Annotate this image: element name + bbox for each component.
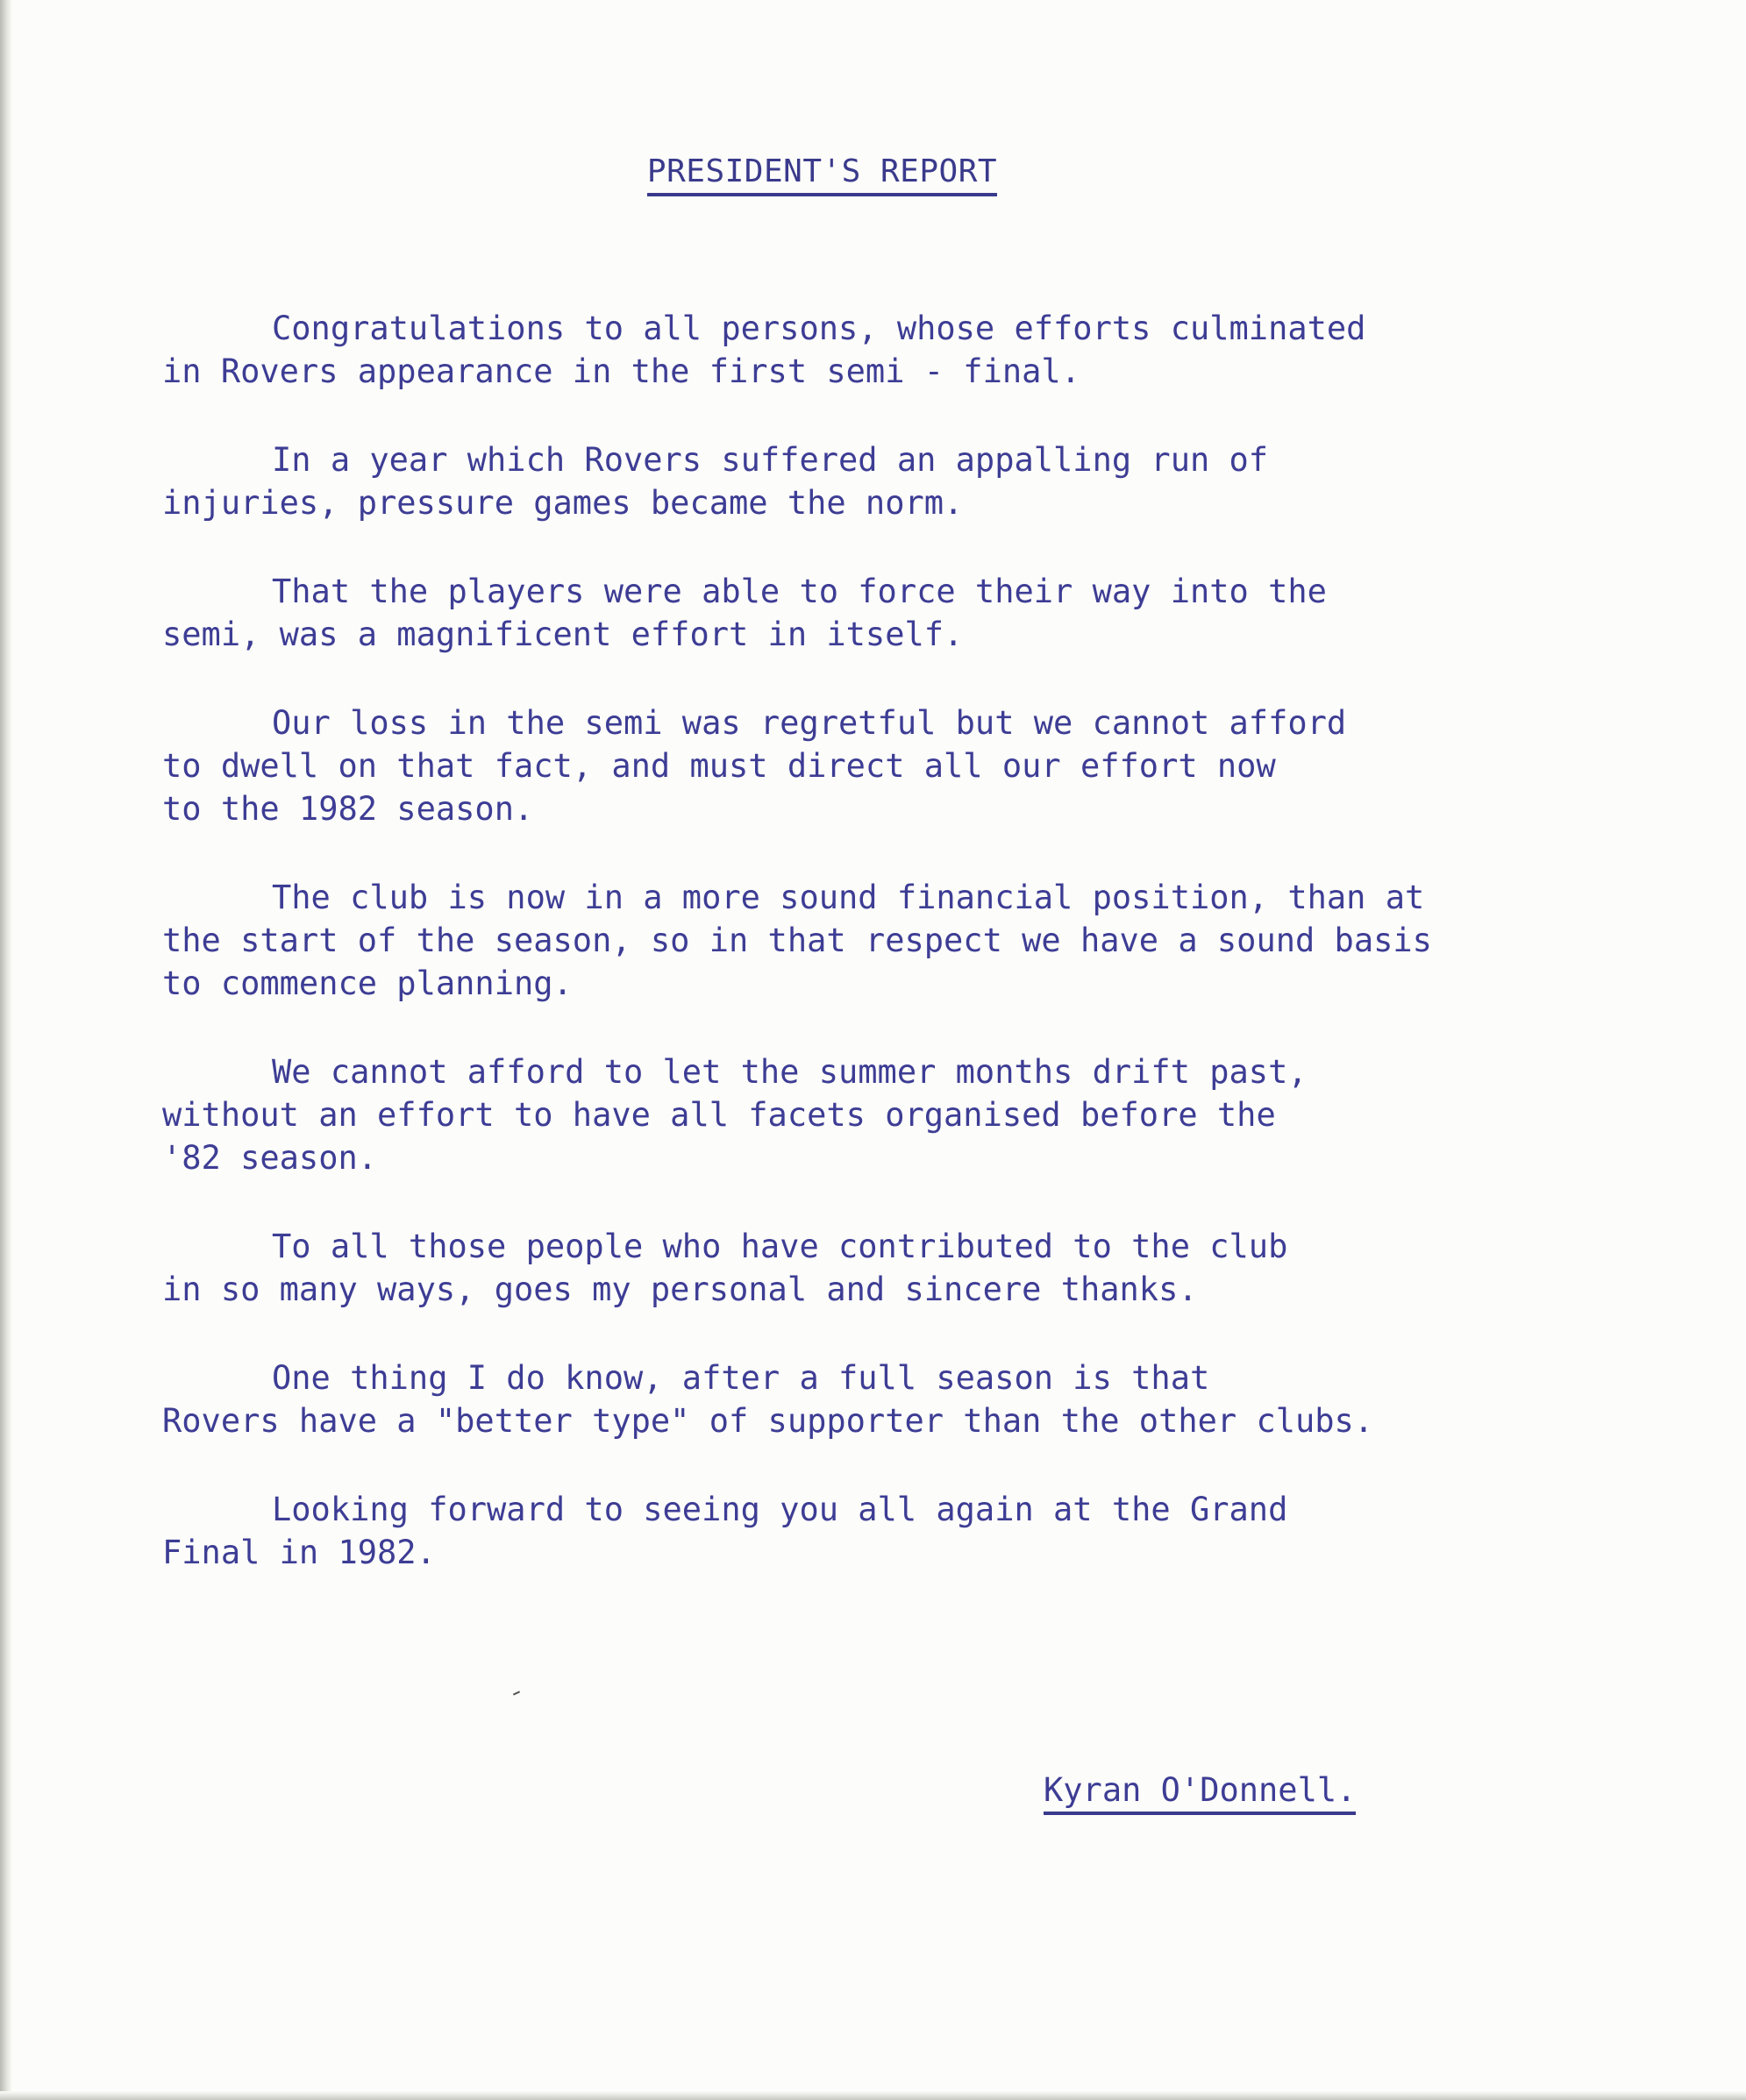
paragraph-3-text: That the players were able to force their way into the semi, was a magnificent effort in itself. bbox=[162, 573, 1327, 653]
paragraph-3 bbox=[162, 570, 1583, 656]
paragraph-4-text: Our loss in the semi was regretful but we cannot afford to dwell on that fact, and must direct all our effort now to the 1982 season. bbox=[162, 704, 1347, 828]
page-left-edge bbox=[0, 0, 12, 2100]
paragraph-6-text: We cannot afford to let the summer months drift past, without an effort to have all facets organised before the '82 season. bbox=[162, 1053, 1308, 1177]
paragraph-9-text: Looking forward to seeing you all again at the Grand Final in 1982. bbox=[162, 1491, 1288, 1571]
paragraph-1 bbox=[162, 307, 1583, 393]
report-title-text: PRESIDENT'S REPORT bbox=[647, 153, 997, 196]
paragraph-8 bbox=[162, 1356, 1583, 1442]
paper-speck bbox=[513, 1691, 520, 1695]
signature-block bbox=[1044, 1771, 1356, 1809]
paragraph-8-text: One thing I do know, after a full season is that Rovers have a "better type" of supporter than the other clubs. bbox=[162, 1359, 1374, 1440]
paragraph-9 bbox=[162, 1488, 1583, 1574]
paragraph-5-text: The club is now in a more sound financial position, than at the start of the season, so in that respect we have a sound basis to commence planning. bbox=[162, 879, 1432, 1002]
paragraph-2-text: In a year which Rovers suffered an appalling run of injuries, pressure games became the norm. bbox=[162, 441, 1269, 522]
paragraph-4 bbox=[162, 701, 1583, 830]
report-body bbox=[162, 307, 1583, 1619]
paragraph-7 bbox=[162, 1225, 1583, 1311]
paragraph-6 bbox=[162, 1050, 1583, 1179]
signature-name: Kyran O'Donnell. bbox=[1044, 1771, 1356, 1815]
paragraph-7-text: To all those people who have contributed to the club in so many ways, goes my personal and sincere thanks. bbox=[162, 1228, 1288, 1308]
paragraph-1-text: Congratulations to all persons, whose efforts culminated in Rovers appearance in the first semi - final. bbox=[162, 310, 1366, 390]
page-bottom-edge bbox=[0, 2091, 1746, 2100]
paragraph-5 bbox=[162, 876, 1583, 1005]
report-title bbox=[0, 153, 1644, 196]
paragraph-2 bbox=[162, 438, 1583, 524]
